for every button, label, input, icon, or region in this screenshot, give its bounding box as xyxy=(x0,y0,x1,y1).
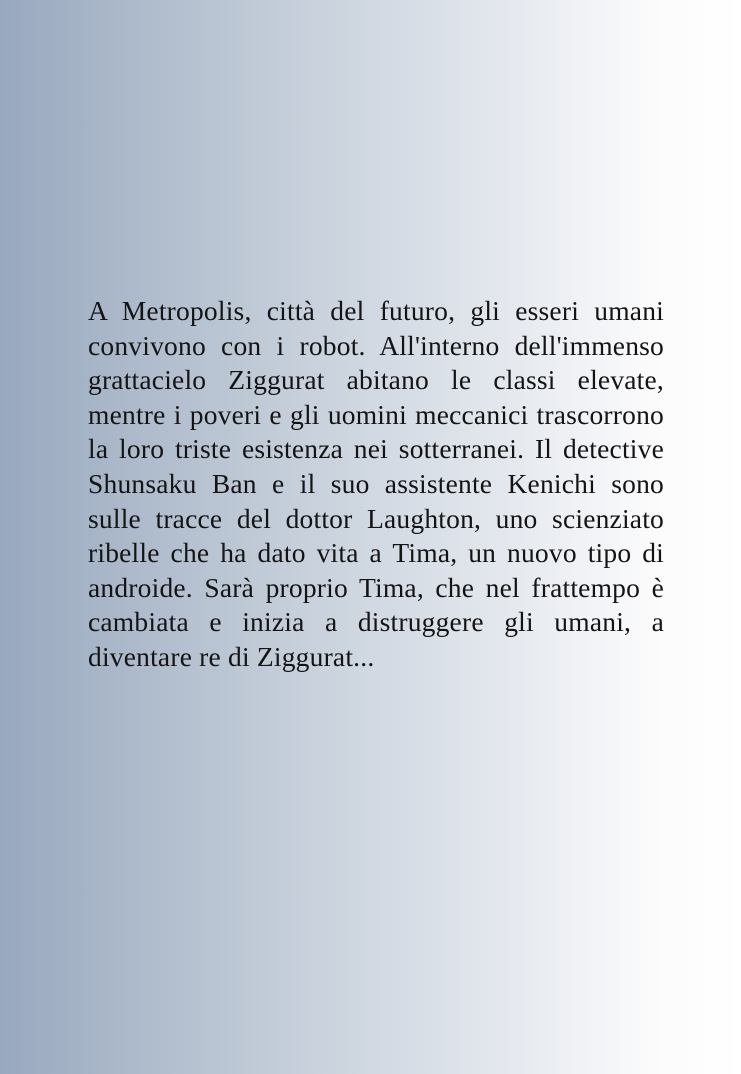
synopsis-text: A Metropolis, città del futuro, gli esseri umani convivono con i robot. All'interno dell'immenso grattacielo Ziggurat abitano le classi elevate, mentre i poveri e gli uomini meccanici trascorrono la loro triste esistenza nei sotterranei. Il detective Shunsaku Ban e il suo assistente Kenichi sono sulle tracce del dottor Laughton, uno scienziato ribelle che ha dato vita a Tima, un nuovo tipo di androide. Sarà proprio Tima, che nel frattempo è cambiata e inizia a distruggere gli umani, a diventare re di Ziggurat... xyxy=(88,295,664,672)
